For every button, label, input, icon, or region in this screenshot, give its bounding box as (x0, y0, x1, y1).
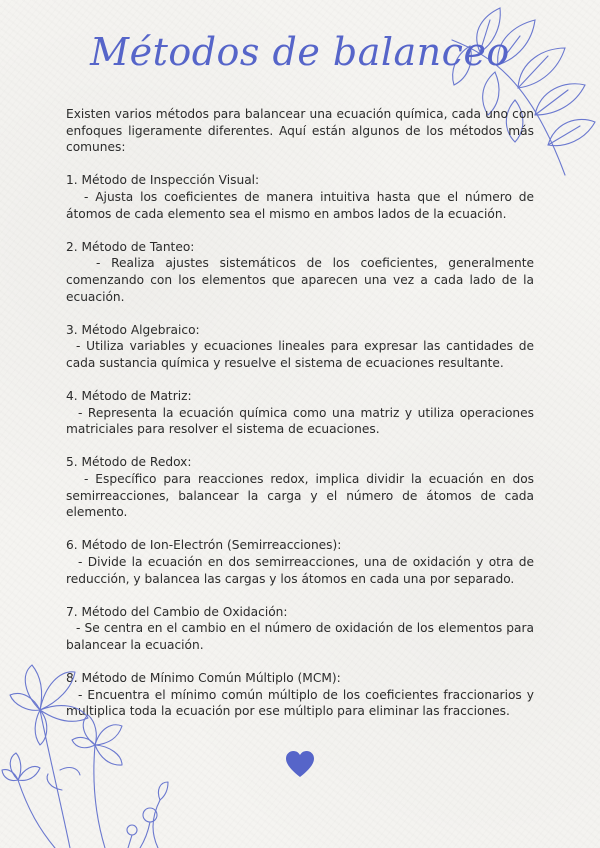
intro-paragraph: Existen varios métodos para balancear una ecuación química, cada uno con enfoques ligeramente diferentes. Aquí están algunos de los métodos más comunes: (66, 107, 534, 155)
method-item (66, 604, 534, 654)
method-heading: 3. Método Algebraico: (66, 322, 200, 337)
method-heading: 5. Método de Redox: (66, 455, 192, 470)
method-item (66, 670, 534, 720)
method-item (66, 388, 534, 438)
document-body (66, 106, 534, 737)
method-description: - Realiza ajustes sistemáticos de los coeficientes, generalmente comenzando con los elementos que aparecen una vez a cada lado de la ecuación. (66, 256, 534, 304)
method-item (66, 454, 534, 520)
method-heading: 7. Método del Cambio de Oxidación: (66, 604, 288, 619)
method-item (66, 239, 534, 305)
spacer (66, 156, 534, 173)
method-description: - Ajusta los coeficientes de manera intuitiva hasta que el número de átomos de cada elemento sea el mismo en ambos lados de la ecuación. (66, 189, 534, 221)
method-description: - Divide la ecuación en dos semirreacciones, una de oxidación y otra de reducción, y balancea las cargas y los átomos en cada una por separado. (66, 555, 534, 586)
method-description: - Encuentra el mínimo común múltiplo de los coeficientes fraccionarios y multiplica toda la ecuación por ese múltiplo para eliminar las fracciones. (66, 687, 534, 719)
method-item (66, 537, 534, 587)
method-item (66, 172, 534, 222)
method-description: - Específico para reacciones redox, implica dividir la ecuación en dos semirreacciones, balancear la carga y el número de átomos de cada elemento. (66, 472, 534, 520)
method-heading: 8. Método de Mínimo Común Múltiplo (MCM): (66, 671, 341, 686)
method-description: - Representa la ecuación química como una matriz y utiliza operaciones matriciales para resolver el sistema de ecuaciones. (66, 405, 534, 437)
page-title: Métodos de balanceo (90, 30, 510, 74)
method-heading: 4. Método de Matriz: (66, 389, 192, 404)
method-heading: 6. Método de Ion-Electrón (Semirreacciones): (66, 538, 342, 553)
heart-icon (285, 750, 315, 778)
method-description: - Se centra en el cambio en el número de oxidación de los elementos para balancear la ecuación. (66, 621, 534, 652)
method-item (66, 322, 534, 372)
method-heading: 1. Método de Inspección Visual: (66, 173, 260, 188)
method-description: - Utiliza variables y ecuaciones lineales para expresar las cantidades de cada sustancia química y resuelve el sistema de ecuaciones resultante. (66, 339, 534, 370)
method-heading: 2. Método de Tanteo: (66, 239, 195, 254)
